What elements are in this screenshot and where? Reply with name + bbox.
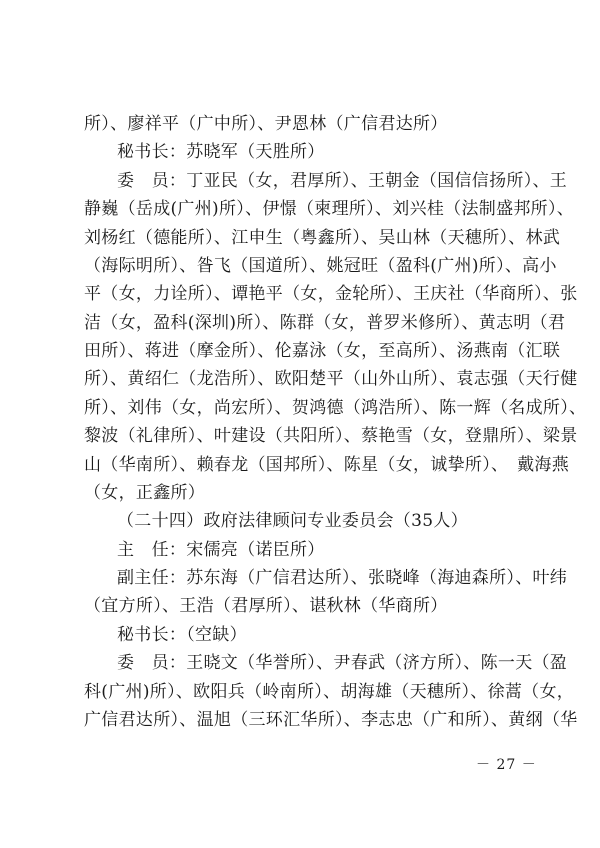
members-line: 委 员：丁亚民（女，君厚所）、王朝金（国信信扬所）、王 [117, 171, 568, 191]
members-line: 委 员：王晓文（华誉所）、尹春武（济方所）、陈一天（盈 [117, 653, 568, 673]
deputy-director-line: 副主任：苏东海（广信君达所）、张晓峰（海迪森所）、叶纬 [117, 568, 568, 588]
director-line: 主 任：宋儒亮（诺臣所） [117, 540, 325, 560]
text-line: 所）、廖祥平（广中所）、尹恩林（广信君达所） [84, 114, 448, 134]
text-line: 广信君达所）、温旭（三环汇华所）、李志忠（广和所）、黄纲（华 [84, 710, 578, 730]
page-number: － 27 － [476, 757, 537, 773]
text-line: 山（华南所）、赖春龙（国邦所）、陈星（女，诚挚所）、 戴海燕 [84, 455, 569, 475]
text-line: （宜方所）、王浩（君厚所）、谌秋林（华商所） [84, 596, 448, 616]
secretary-general-line: 秘书长：（空缺） [117, 625, 247, 645]
text-line: 刘杨红（德能所）、江申生（粤鑫所）、吴山林（天穗所）、林武 [84, 228, 561, 248]
secretary-general-line: 秘书长：苏晓军（天胜所） [117, 142, 325, 162]
text-line: 科(广州)所）、欧阳兵（岭南所）、胡海雄（天穗所）、徐蒿（女， [84, 682, 575, 702]
section-heading: （二十四）政府法律顾问专业委员会（35人） [117, 511, 468, 531]
text-line: 静巍（岳成(广州)所）、伊憬（柬理所）、刘兴桂（法制盛邦所）、 [84, 199, 575, 219]
text-line: 所）、刘伟（女，尚宏所）、贺鸿德（鸿浩所）、陈一辉（名成所）、 [84, 398, 587, 418]
text-line: 田所）、蒋进（摩金所）、伦嘉泳（女，至高所）、汤燕南（汇联 [84, 341, 561, 361]
text-line: （女，正鑫所） [84, 483, 206, 503]
text-line: 洁（女，盈科(深圳)所）、陈群（女，普罗米修所）、黄志明（君 [84, 313, 566, 333]
text-line: 所）、黄绍仁（龙浩所）、欧阳楚平（山外山所）、袁志强（天行健 [84, 369, 578, 389]
text-line: 黎波（礼律所）、叶建设（共阳所）、蔡艳雪（女，登鼎所）、梁景 [84, 426, 578, 446]
text-line: （海际明所）、昝飞（国道所）、姚冠旺（盈科(广州)所）、高小 [84, 256, 557, 276]
text-line: 平（女，力诠所）、谭艳平（女，金轮所）、王庆社（华商所）、张 [84, 284, 578, 304]
